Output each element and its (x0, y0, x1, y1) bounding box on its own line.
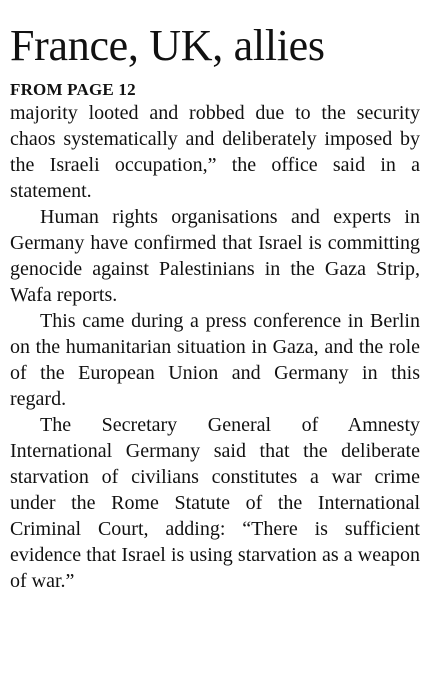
headline: France, UK, allies (10, 21, 325, 70)
body-paragraph-4: The Secretary General of Amnesty International Germany said that the deliberate starvation of civilians constitutes a war crime under the Rome Statute of the International Criminal Court, adding: “There is sufficient evidence that Israel is using starvation as a weapon of war.” (10, 414, 420, 592)
body-paragraph-3: This came during a press conference in Berlin on the humanitarian situation in Gaza, and the role of the European Union and Germany in this regard. (10, 310, 420, 410)
article-body (10, 100, 420, 594)
article (10, 20, 420, 594)
continuation-kicker: FROM PAGE 12 (10, 80, 136, 99)
body-paragraph-2: Human rights organisations and experts in Germany have confirmed that Israel is committing genocide against Palestinians in the Gaza Strip, Wafa reports. (10, 206, 420, 306)
body-paragraph-1: majority looted and robbed due to the security chaos systematically and deliberately imposed by the Israeli occupation,” the office said in a statement. (10, 102, 420, 202)
